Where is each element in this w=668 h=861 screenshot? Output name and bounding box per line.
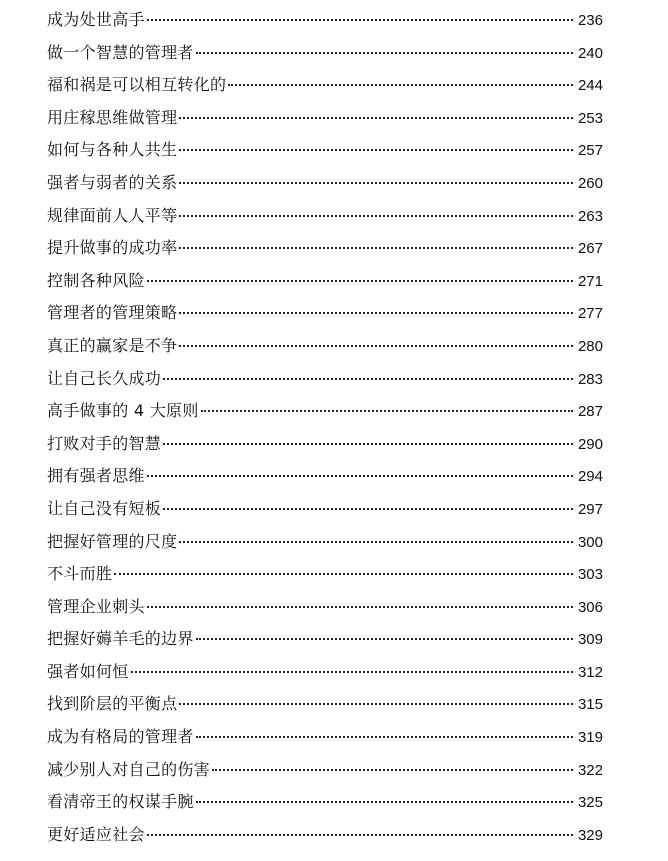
toc-entry-page-number: 300: [577, 533, 603, 551]
toc-leader-dots: [179, 182, 573, 184]
toc-entry[interactable]: [47, 786, 603, 819]
toc-entry-page-number: 263: [577, 207, 603, 225]
toc-entry-title: 不斗而胜: [47, 564, 113, 584]
toc-entry-title: 如何与各种人共生: [47, 140, 178, 160]
toc-entry-title: 拥有强者思维: [47, 466, 145, 486]
toc-leader-dots: [147, 834, 573, 836]
toc-entry[interactable]: [47, 363, 603, 396]
toc-entry[interactable]: [47, 395, 603, 428]
toc-entry-title: 管理企业刺头: [47, 596, 145, 616]
toc-entry[interactable]: [47, 200, 603, 233]
toc-leader-dots: [179, 345, 573, 347]
table-of-contents: [47, 4, 603, 851]
toc-entry[interactable]: [47, 4, 603, 37]
toc-entry[interactable]: [47, 460, 603, 493]
toc-leader-dots: [179, 703, 573, 705]
toc-entry-title: 让自己长久成功: [47, 368, 162, 388]
toc-leader-dots: [179, 312, 573, 314]
toc-entry[interactable]: [47, 526, 603, 559]
toc-entry-page-number: 283: [577, 370, 603, 388]
toc-entry[interactable]: [47, 656, 603, 689]
toc-entry-title: 做一个智慧的管理者: [47, 42, 194, 62]
toc-leader-dots: [228, 84, 573, 86]
toc-entry-page-number: 290: [577, 435, 603, 453]
toc-entry[interactable]: [47, 330, 603, 363]
toc-entry-title: 成为处世高手: [47, 10, 145, 29]
toc-entry-page-number: 322: [577, 761, 603, 779]
toc-entry-page-number: 244: [577, 77, 603, 95]
toc-entry-title: 让自己没有短板: [47, 498, 162, 518]
toc-entry-page-number: 271: [577, 272, 603, 290]
toc-entry[interactable]: [47, 428, 603, 461]
toc-entry[interactable]: [47, 232, 603, 265]
toc-entry-title: 用庄稼思维做管理: [47, 107, 178, 127]
toc-entry-page-number: 253: [577, 109, 603, 127]
toc-entry-title: 强者与弱者的关系: [47, 172, 178, 192]
toc-entry[interactable]: [47, 623, 603, 656]
toc-entry-title: 找到阶层的平衡点: [47, 694, 178, 714]
toc-entry-page-number: 312: [577, 663, 603, 681]
toc-leader-dots: [179, 117, 573, 119]
toc-entry-page-number: 294: [577, 468, 603, 486]
toc-entry-page-number: 257: [577, 142, 603, 160]
toc-leader-dots: [163, 443, 573, 445]
toc-entry[interactable]: [47, 493, 603, 526]
toc-entry-title: 更好适应社会: [47, 824, 145, 844]
toc-entry-title: 看清帝王的权谋手腕: [47, 792, 194, 812]
toc-entry-page-number: 309: [577, 631, 603, 649]
toc-entry-page-number: 240: [577, 44, 603, 62]
toc-entry[interactable]: [47, 819, 603, 852]
toc-entry-title: 把握好薅羊毛的边界: [47, 629, 194, 649]
toc-entry-page-number: 297: [577, 500, 603, 518]
toc-leader-dots: [179, 541, 573, 543]
toc-leader-dots: [147, 475, 573, 477]
toc-entry[interactable]: [47, 591, 603, 624]
toc-entry-page-number: 260: [577, 174, 603, 192]
toc-leader-dots: [196, 736, 573, 738]
toc-leader-dots: [212, 769, 573, 771]
toc-entry-page-number: 325: [577, 794, 603, 812]
toc-entry[interactable]: [47, 754, 603, 787]
toc-leader-dots: [196, 801, 573, 803]
toc-entry-title: 控制各种风险: [47, 270, 145, 290]
toc-leader-dots: [163, 508, 573, 510]
toc-leader-dots: [196, 52, 573, 54]
toc-leader-dots: [147, 606, 573, 608]
toc-entry-title: 规律面前人人平等: [47, 205, 178, 225]
toc-leader-dots: [179, 149, 573, 151]
toc-leader-dots: [147, 19, 573, 21]
toc-entry[interactable]: [47, 102, 603, 135]
toc-entry-title: 减少别人对自己的伤害: [47, 759, 211, 779]
toc-entry-page-number: 236: [577, 12, 603, 29]
toc-leader-dots: [179, 215, 573, 217]
toc-entry-page-number: 287: [577, 403, 603, 421]
toc-entry-title: 成为有格局的管理者: [47, 727, 194, 747]
toc-entry[interactable]: [47, 688, 603, 721]
toc-entry-page-number: 315: [577, 696, 603, 714]
toc-entry-title: 提升做事的成功率: [47, 238, 178, 258]
toc-leader-dots: [196, 638, 573, 640]
toc-entry[interactable]: [47, 37, 603, 70]
toc-entry-title: 真正的赢家是不争: [47, 335, 178, 355]
toc-leader-dots: [179, 247, 573, 249]
toc-entry-page-number: 267: [577, 240, 603, 258]
toc-entry[interactable]: [47, 134, 603, 167]
toc-leader-dots: [114, 573, 573, 575]
toc-entry[interactable]: [47, 69, 603, 102]
toc-entry[interactable]: [47, 721, 603, 754]
toc-entry-title: 强者如何恒: [47, 661, 129, 681]
toc-entry-page-number: 306: [577, 598, 603, 616]
toc-leader-dots: [163, 378, 573, 380]
toc-entry-page-number: 319: [577, 729, 603, 747]
toc-entry-title: 管理者的管理策略: [47, 303, 178, 323]
toc-entry-page-number: 277: [577, 305, 603, 323]
toc-entry[interactable]: [47, 167, 603, 200]
toc-entry-title: 高手做事的 4 大原则: [47, 401, 199, 421]
toc-entry-title: 把握好管理的尺度: [47, 531, 178, 551]
toc-entry-title: 福和祸是可以相互转化的: [47, 75, 227, 95]
toc-leader-dots: [147, 280, 573, 282]
toc-entry-page-number: 303: [577, 566, 603, 584]
toc-entry[interactable]: [47, 265, 603, 298]
toc-leader-dots: [131, 671, 573, 673]
toc-entry-page-number: 329: [577, 826, 603, 844]
toc-entry-page-number: 280: [577, 337, 603, 355]
toc-entry-title: 打败对手的智慧: [47, 433, 162, 453]
toc-leader-dots: [201, 410, 573, 412]
toc-entry[interactable]: [47, 558, 603, 591]
toc-entry[interactable]: [47, 297, 603, 330]
